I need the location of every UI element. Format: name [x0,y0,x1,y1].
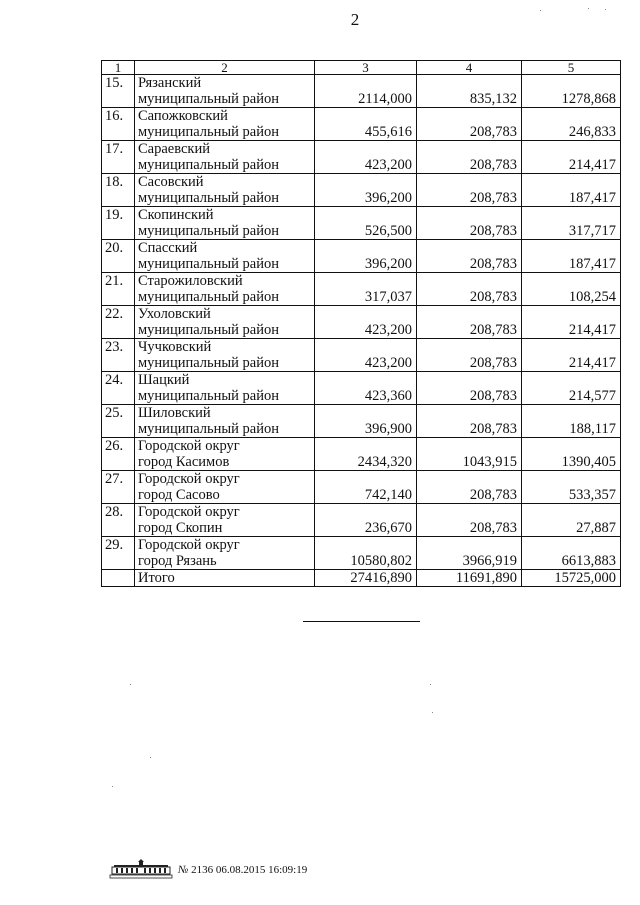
row-index: 22. [102,306,135,339]
table-row [102,537,621,570]
value-col3: 742,140 [315,471,417,504]
value-col3: 236,670 [315,504,417,537]
row-index: 18. [102,174,135,207]
municipality-name-line2: муниципальный район [138,124,279,140]
value-col5: 214,577 [522,372,621,405]
municipality-name-line2: муниципальный район [138,91,279,107]
column-header: 2 [135,61,315,75]
municipality-name-line1: Городской округ [138,438,240,454]
value-col4: 208,783 [417,339,522,372]
municipality-name-line2: город Рязань [138,553,217,569]
municipality-name-line1: Старожиловский [138,273,243,289]
row-index: 16. [102,108,135,141]
municipality-name [135,273,315,306]
value-col3: 526,500 [315,207,417,240]
municipality-name-line2: муниципальный район [138,388,279,404]
municipality-name-line1: Рязанский [138,75,202,91]
row-index [102,570,135,587]
municipality-name-line1: Городской округ [138,504,240,520]
municipality-name-line2: муниципальный район [138,157,279,173]
column-header: 5 [522,61,621,75]
scan-speck [130,684,131,685]
value-col5: 27,887 [522,504,621,537]
value-col4: 1043,915 [417,438,522,471]
scan-speck [150,757,151,758]
column-header: 4 [417,61,522,75]
municipality-name [135,438,315,471]
value-col3: 423,200 [315,339,417,372]
municipality-name [135,240,315,273]
municipality-name-line1: Городской округ [138,537,240,553]
municipality-name-line2: муниципальный район [138,256,279,272]
value-col4: 835,132 [417,75,522,108]
total-col3: 27416,890 [315,570,417,587]
value-col3: 10580,802 [315,537,417,570]
value-col4: 208,783 [417,174,522,207]
municipality-name-line2: муниципальный район [138,223,279,239]
value-col5: 246,833 [522,108,621,141]
row-index: 24. [102,372,135,405]
value-col5: 214,417 [522,141,621,174]
value-col5: 187,417 [522,174,621,207]
value-col5: 1278,868 [522,75,621,108]
value-col5: 187,417 [522,240,621,273]
table-row [102,405,621,438]
value-col4: 208,783 [417,504,522,537]
table-row [102,108,621,141]
row-index: 25. [102,405,135,438]
row-index: 29. [102,537,135,570]
value-col3: 423,360 [315,372,417,405]
value-col5: 214,417 [522,306,621,339]
row-index: 21. [102,273,135,306]
municipality-name-line1: Городской округ [138,471,240,487]
value-col3: 396,200 [315,240,417,273]
row-index: 17. [102,141,135,174]
municipality-name-line2: город Скопин [138,520,223,536]
municipality-name [135,141,315,174]
row-index: 15. [102,75,135,108]
table-row [102,75,621,108]
value-col4: 208,783 [417,471,522,504]
scan-speck [112,786,113,787]
value-col3: 396,900 [315,405,417,438]
municipality-name [135,504,315,537]
table-row [102,306,621,339]
municipality-name-line1: Шацкий [138,372,190,388]
municipality-name-line2: муниципальный район [138,421,279,437]
column-header: 3 [315,61,417,75]
table-row [102,174,621,207]
value-col4: 208,783 [417,207,522,240]
municipality-name [135,306,315,339]
table-row [102,372,621,405]
municipality-name [135,405,315,438]
separator-line [303,621,420,622]
row-index: 26. [102,438,135,471]
total-row [102,570,621,587]
municipality-name [135,108,315,141]
scan-speck [432,712,433,713]
municipality-name-line1: Сапожковский [138,108,228,124]
value-col4: 208,783 [417,306,522,339]
total-col5: 15725,000 [522,570,621,587]
municipality-name-line2: муниципальный район [138,355,279,371]
value-col3: 423,200 [315,141,417,174]
municipality-name-line2: город Сасово [138,487,220,503]
table-row [102,141,621,174]
number-sign: № [178,864,189,876]
value-col4: 208,783 [417,141,522,174]
row-index: 28. [102,504,135,537]
table-row [102,504,621,537]
municipality-name [135,174,315,207]
municipality-name [135,471,315,504]
municipality-name [135,537,315,570]
value-col5: 214,417 [522,339,621,372]
value-col5: 108,254 [522,273,621,306]
value-col5: 533,357 [522,471,621,504]
value-col5: 6613,883 [522,537,621,570]
municipality-name-line1: Сасовский [138,174,204,190]
total-col4: 11691,890 [417,570,522,587]
value-col3: 2434,320 [315,438,417,471]
row-index: 19. [102,207,135,240]
municipality-name [135,75,315,108]
total-label: Итого [135,570,315,587]
table-row [102,438,621,471]
value-col4: 208,783 [417,240,522,273]
municipality-name [135,339,315,372]
value-col4: 208,783 [417,108,522,141]
municipality-name-line1: Спасский [138,240,198,256]
document-number: 2136 [191,864,214,876]
municipality-name-line1: Ухоловский [138,306,211,322]
value-col3: 423,200 [315,306,417,339]
value-col3: 317,037 [315,273,417,306]
municipality-name [135,207,315,240]
municipality-name-line2: муниципальный район [138,289,279,305]
value-col3: 2114,000 [315,75,417,108]
document-registration [178,864,307,876]
table-row [102,273,621,306]
municipality-name-line1: Шиловский [138,405,211,421]
row-index: 20. [102,240,135,273]
row-index: 23. [102,339,135,372]
value-col4: 208,783 [417,273,522,306]
value-col4: 3966,919 [417,537,522,570]
scan-speck [588,8,589,9]
scan-speck [430,684,431,685]
table-row [102,339,621,372]
table-header-row [102,61,621,75]
value-col5: 317,717 [522,207,621,240]
municipality-name-line2: муниципальный район [138,190,279,206]
municipality-name-line1: Чучковский [138,339,212,355]
row-index: 27. [102,471,135,504]
table-row [102,207,621,240]
value-col3: 396,200 [315,174,417,207]
municipality-name-line2: город Касимов [138,454,230,470]
table-row [102,240,621,273]
scan-speck [605,9,606,10]
column-header: 1 [102,61,135,75]
municipality-name-line1: Сараевский [138,141,210,157]
municipality-name [135,372,315,405]
scan-speck [540,10,541,11]
value-col3: 455,616 [315,108,417,141]
budget-table [101,60,621,587]
value-col4: 208,783 [417,372,522,405]
value-col4: 208,783 [417,405,522,438]
municipality-name-line2: муниципальный район [138,322,279,338]
municipality-name-line1: Скопинский [138,207,214,223]
table-row [102,471,621,504]
value-col5: 188,117 [522,405,621,438]
building-stamp-icon [108,857,174,879]
value-col5: 1390,405 [522,438,621,471]
document-datetime: 06.08.2015 16:09:19 [215,864,308,876]
page-number: 2 [350,10,360,29]
